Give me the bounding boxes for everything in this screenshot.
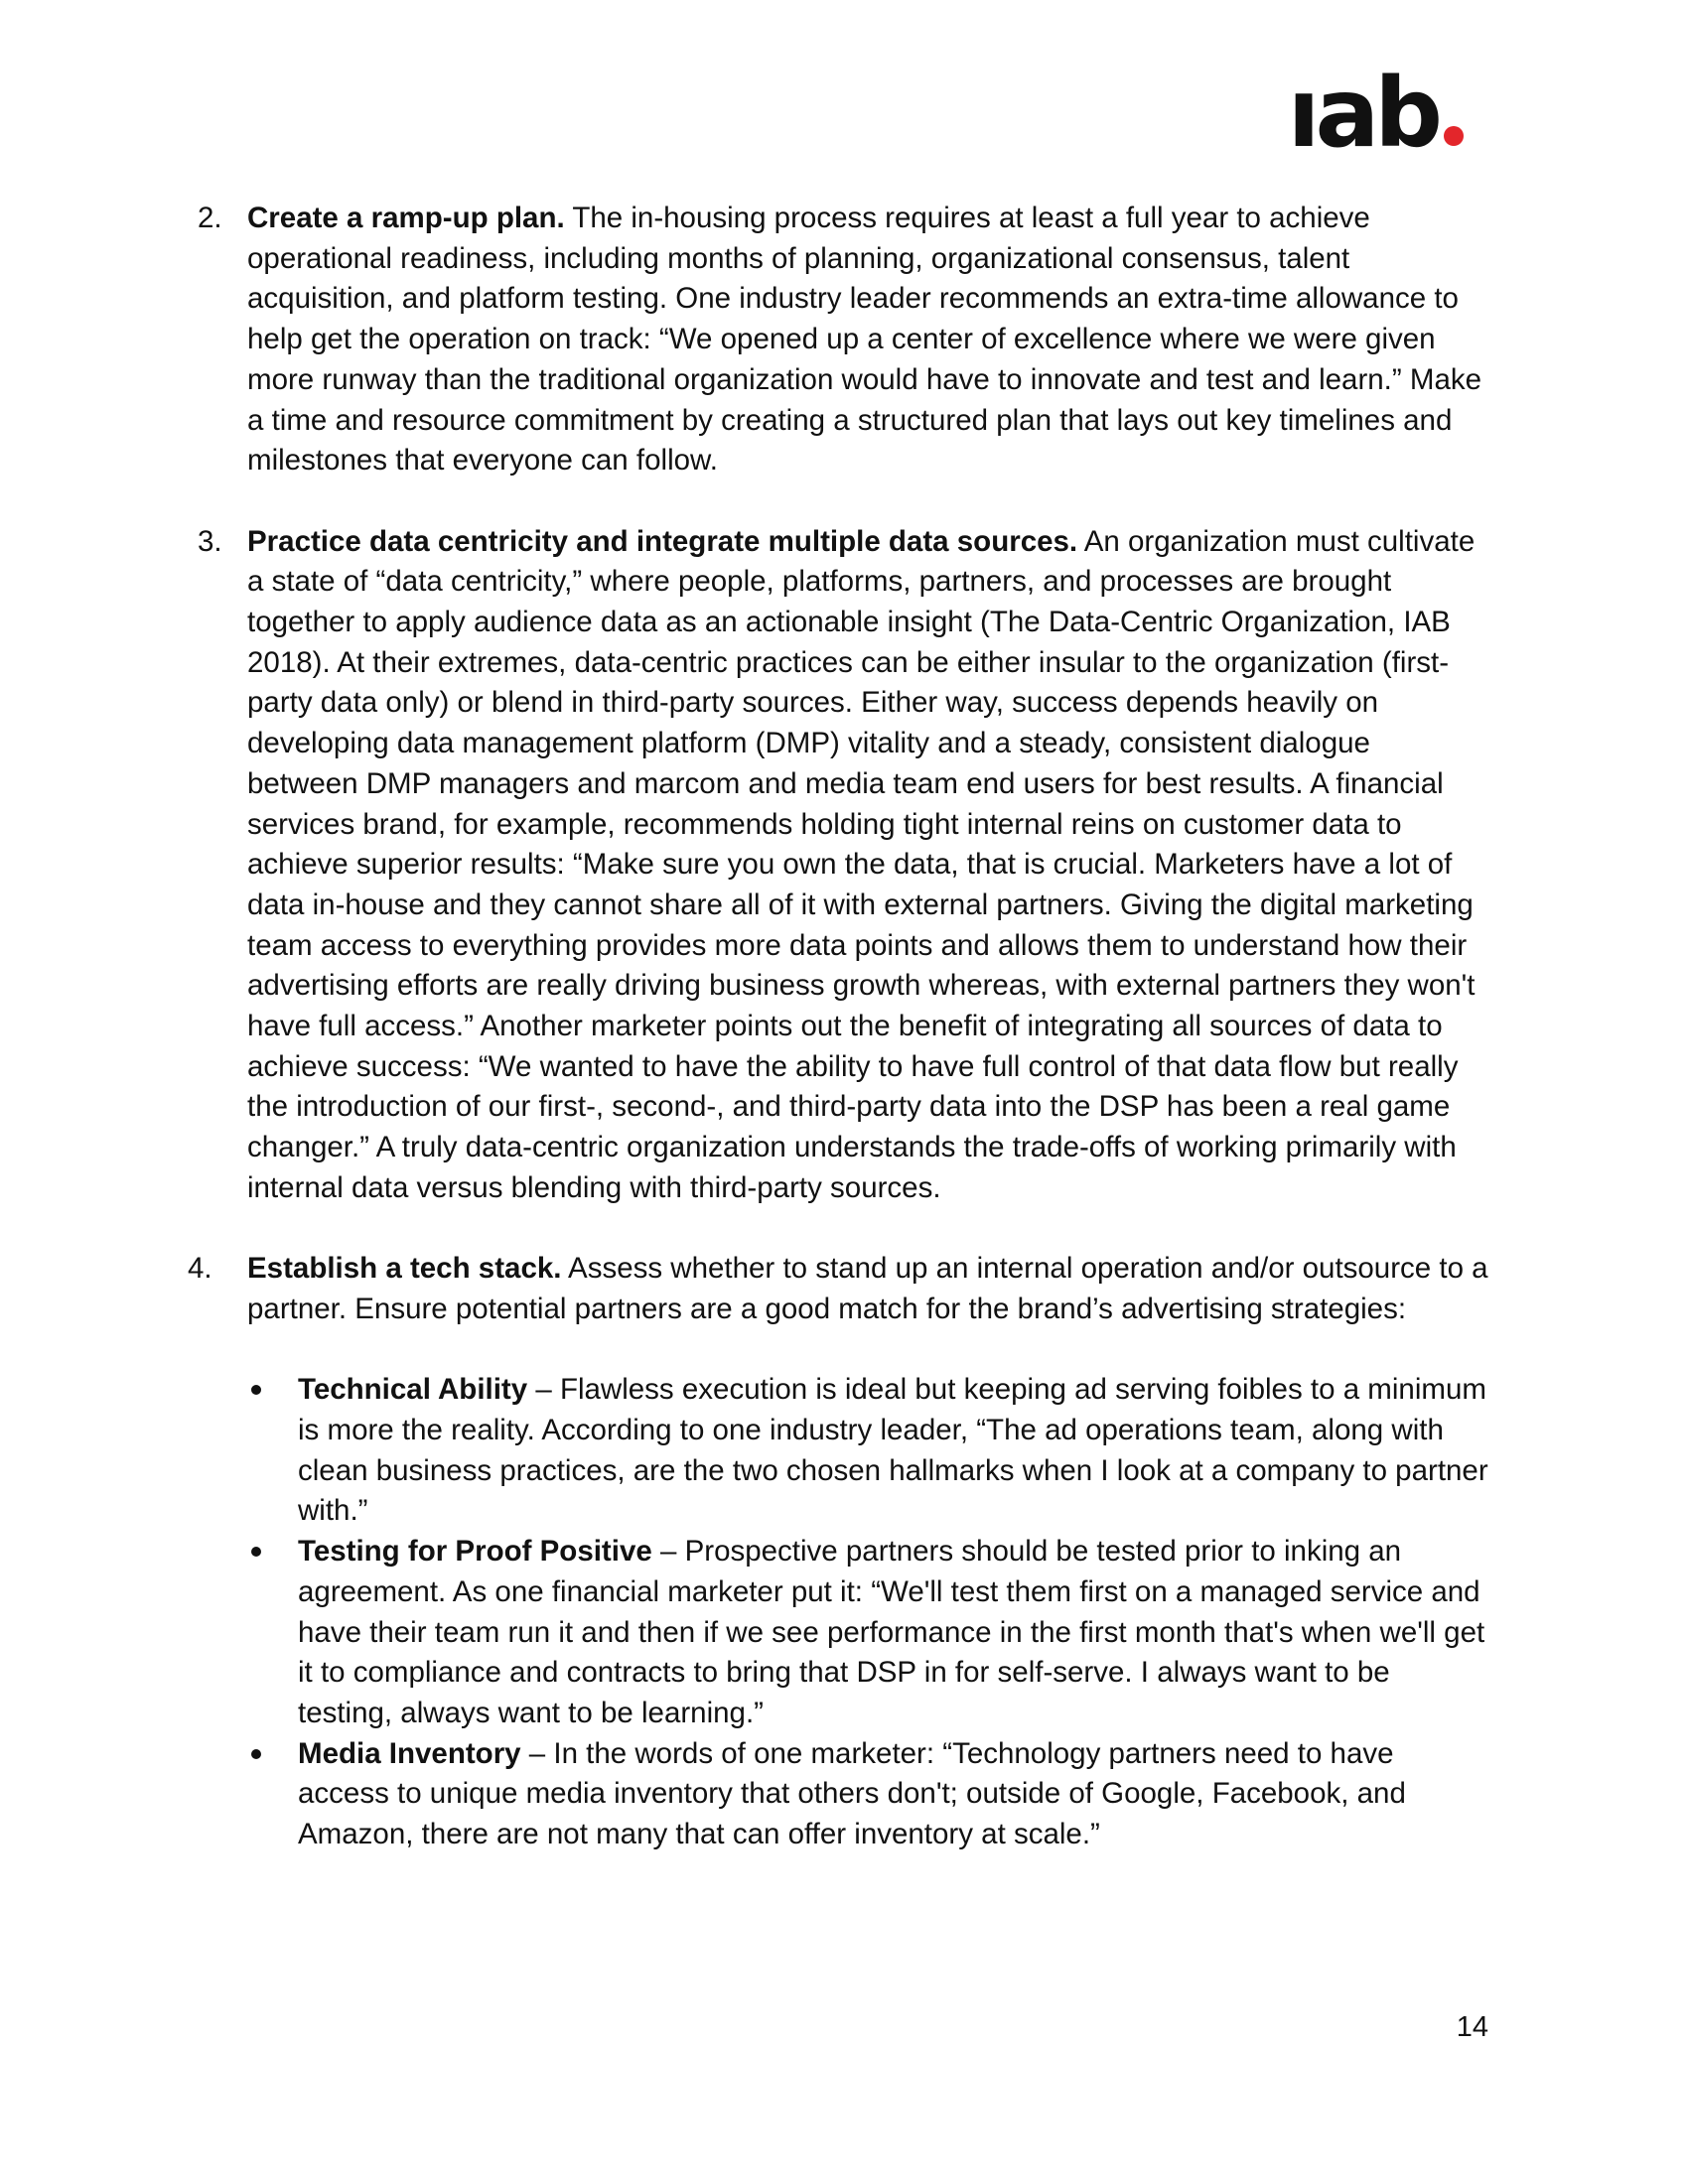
item-body: The in-housing process requires at least a full year to achieve operational readiness, including months of planning, organizational consensus, talent acquisition, and platform testing. One industry leader recommends an extra-time allowance to help get the operation on track: “We opened up a center of excellence where we were given more runway than the traditional organization would have to innovate and test and learn.” Make a time and resource commitment by creating a structured plan that lays out key timelines and milestones that everyone can follow.	[247, 202, 1482, 478]
item-body: An organization must cultivate a state of “data centricity,” where people, platforms, partners, and processes are brought together to apply audience data as an actionable insight (The Data-Centric Organization, IAB 2018). At their extremes, data-centric practices can be either insular to the organization (first-party data only) or blend in third-party sources. Either way, success depends heavily on developing data management platform (DMP) vitality and a steady, consistent dialogue between DMP managers and marcom and media team end users for best results. A financial services brand, for example, recommends holding tight internal reins on customer data to achieve superior results: “Make sure you own the data, that is crucial. Marketers have a lot of data in-house and they cannot share all of it with external partners. Giving the digital marketing team access to everything provides more data points and allows them to understand how their advertising efforts are really driving business growth whereas, with external partners they won't have full access.” Another marketer points out the benefit of integrating all sources of data to achieve success: “We wanted to have the ability to have full control of that data flow but really the introduction of our first-, second-, and third-party data into the DSP has been a real game changer.” A truly data-centric organization understands the trade-offs of working primarily with internal data versus blending with third-party sources.	[247, 524, 1476, 1204]
list-item-data-centricity	[198, 522, 1488, 1209]
item-number: 2.	[198, 202, 222, 234]
bullet-title: Technical Ability	[298, 1373, 528, 1407]
bullet-body: – In the words of one marketer: “Technology partners need to have access to unique media inventory that others don't; outside of Google, Facebook, and Amazon, there are not many that can offer inventory at scale.”	[298, 1736, 1406, 1851]
item-title: Practice data centricity and integrate multiple data sources.	[247, 524, 1078, 558]
bullet-title: Testing for Proof Positive	[298, 1535, 652, 1569]
bullet-body: – Flawless execution is ideal but keeping ad serving foibles to a minimum is more the reality. According to one industry leader, “The ad operations team, along with clean business practices, are the two chosen hallmarks when I look at a company to partner with.”	[298, 1373, 1488, 1528]
document-body	[188, 199, 1488, 1895]
item-number: 4.	[188, 1252, 212, 1286]
iab-logo: ıab	[1288, 66, 1464, 161]
bullet-body: – Prospective partners should be tested prior to inking an agreement. As one financial marketer put it: “We'll test them first on a managed service and have their team run it and then if we see performance in the first month that's when we'll get it to compliance and contracts to bring that DSP in for self-serve. I always want to be testing, always want to be learning.”	[298, 1535, 1485, 1729]
item-title: Establish a tech stack.	[247, 1252, 562, 1286]
numbered-list	[188, 199, 1488, 1855]
item-title: Create a ramp-up plan.	[247, 202, 565, 234]
item-body: Assess whether to stand up an internal operation and/or outsource to a partner. Ensure potential partners are a good match for the brand’s advertising strategies:	[247, 1252, 1488, 1325]
bullet-icon	[251, 1547, 261, 1557]
bullet-title: Media Inventory	[298, 1736, 521, 1770]
bullet-icon	[251, 1749, 261, 1759]
item-number: 3.	[198, 524, 222, 558]
list-item-ramp-up-plan	[198, 199, 1488, 481]
bullet-media-inventory	[247, 1734, 1488, 1855]
page-number: 14	[1456, 2011, 1488, 2043]
bullet-technical-ability	[247, 1370, 1488, 1532]
bullet-list	[247, 1370, 1488, 1854]
logo-dot	[1444, 126, 1464, 146]
list-item-tech-stack	[188, 1249, 1488, 1855]
bullet-icon	[251, 1385, 261, 1395]
bullet-testing-proof-positive	[247, 1532, 1488, 1734]
